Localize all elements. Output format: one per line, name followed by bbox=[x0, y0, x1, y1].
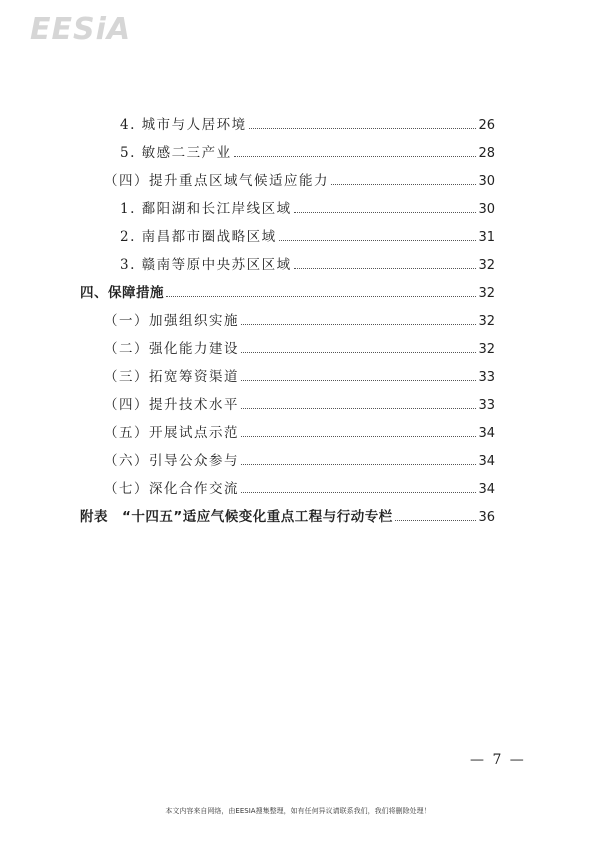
toc-entry-label: 2. 南昌都市圈战略区域 bbox=[120, 229, 277, 245]
toc-entry-label: 3. 赣南等原中央苏区区域 bbox=[120, 257, 292, 273]
toc-entry[interactable] bbox=[104, 337, 495, 357]
toc-entry-label: （五）开展试点示范 bbox=[104, 425, 239, 441]
toc-entry-page: 32 bbox=[478, 258, 495, 273]
toc-leader-dots bbox=[294, 267, 477, 269]
toc-entry[interactable] bbox=[104, 309, 495, 329]
toc-entry[interactable] bbox=[120, 113, 495, 133]
page-number: — 7 — bbox=[470, 752, 526, 768]
toc-leader-dots bbox=[395, 519, 477, 521]
toc-entry[interactable] bbox=[104, 421, 495, 441]
toc-entry-label: 附表 “十四五”适应气候变化重点工程与行动专栏 bbox=[80, 509, 393, 525]
toc-entry-label: （一）加强组织实施 bbox=[104, 313, 239, 329]
toc-entry[interactable] bbox=[104, 477, 495, 497]
toc-entry-label: （二）强化能力建设 bbox=[104, 341, 239, 357]
toc-leader-dots bbox=[331, 183, 476, 185]
toc-entry-top-level[interactable] bbox=[80, 281, 495, 301]
toc-leader-dots bbox=[241, 407, 476, 409]
toc-entry-page: 32 bbox=[478, 314, 495, 329]
toc-leader-dots bbox=[241, 351, 476, 353]
toc-entry-label: 4. 城市与人居环境 bbox=[120, 117, 247, 133]
logo: EESiA bbox=[30, 12, 132, 47]
toc-leader-dots bbox=[241, 379, 476, 381]
toc-leader-dots bbox=[241, 463, 476, 465]
toc-leader-dots bbox=[241, 323, 476, 325]
toc-entry[interactable] bbox=[120, 253, 495, 273]
toc-entry-label: （四）提升重点区域气候适应能力 bbox=[104, 173, 329, 189]
toc-entry-appendix[interactable] bbox=[80, 505, 495, 525]
footer-disclaimer: 本文内容来自网络，由EESIA搜集整理，如有任何异议请联系我们，我们将删除处理！ bbox=[165, 807, 431, 815]
toc-leader-dots bbox=[166, 295, 476, 297]
toc-entry[interactable] bbox=[104, 449, 495, 469]
toc-entry-label: （六）引导公众参与 bbox=[104, 453, 239, 469]
toc-entry-page: 32 bbox=[478, 342, 495, 357]
toc-entry-page: 26 bbox=[478, 118, 495, 133]
toc-entry-page: 33 bbox=[478, 398, 495, 413]
toc-entry-page: 33 bbox=[478, 370, 495, 385]
toc-entry[interactable] bbox=[120, 225, 495, 245]
toc-entry-label: 1. 鄱阳湖和长江岸线区域 bbox=[120, 201, 292, 217]
toc-entry[interactable] bbox=[104, 365, 495, 385]
toc-entry-page: 31 bbox=[478, 230, 495, 245]
toc-leader-dots bbox=[249, 127, 477, 129]
toc-entry[interactable] bbox=[104, 393, 495, 413]
toc-entry-page: 30 bbox=[478, 202, 495, 217]
toc-entry-page: 28 bbox=[478, 146, 495, 161]
toc-entry[interactable] bbox=[104, 169, 495, 189]
toc-entry-page: 36 bbox=[478, 510, 495, 525]
toc-entry-page: 30 bbox=[478, 174, 495, 189]
toc-leader-dots bbox=[241, 491, 476, 493]
toc-entry-label: 四、保障措施 bbox=[80, 285, 164, 301]
toc-entry-page: 34 bbox=[478, 482, 495, 497]
toc-entry-page: 34 bbox=[478, 426, 495, 441]
toc-entry[interactable] bbox=[120, 141, 495, 161]
toc-entry-label: （三）拓宽筹资渠道 bbox=[104, 369, 239, 385]
toc-entry-label: 5. 敏感二三产业 bbox=[120, 145, 232, 161]
toc-entry-label: （四）提升技术水平 bbox=[104, 397, 239, 413]
toc-leader-dots bbox=[241, 435, 476, 437]
toc-entry-page: 34 bbox=[478, 454, 495, 469]
toc-entry-label: （七）深化合作交流 bbox=[104, 481, 239, 497]
toc-entry[interactable] bbox=[120, 197, 495, 217]
toc-leader-dots bbox=[294, 211, 477, 213]
toc-leader-dots bbox=[279, 239, 477, 241]
toc-leader-dots bbox=[234, 155, 477, 157]
toc-entry-page: 32 bbox=[478, 286, 495, 301]
